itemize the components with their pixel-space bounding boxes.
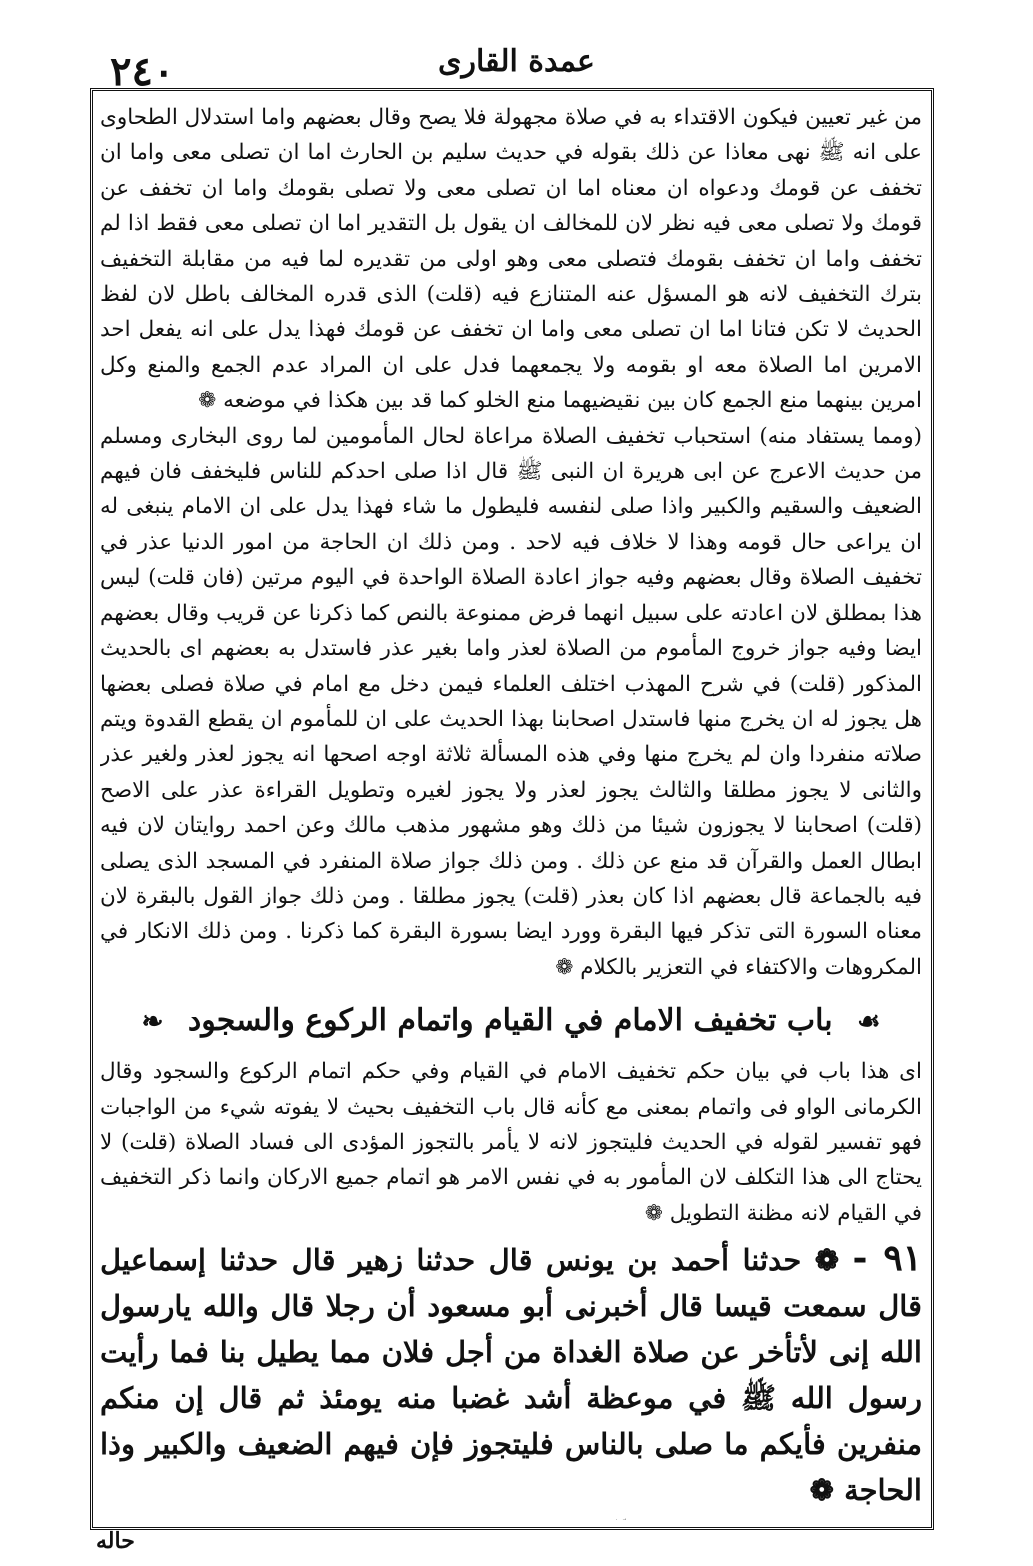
paragraph-3: اى هذا باب في بيان حكم تخفيف الامام في القيام وفي حكم اتمام الركوع والسجود وقال الكرمانى الواو فى واتمام بمعنى مع كأنه قال باب التخفيف بحيث لا يفوته شيء من الواجبات فهو تفسير لقوله في الحديث فليتجوز لانه لا يأمر بالتجوز المؤدى الى فساد الصلاة (قلت) لا يحتاج الى هذا التكلف لان المأمور به في نفس الامر هو اتمام جميع الاركان وانما ذكر التخفيف في القيام لانه مظنة التطويل ❁ — [100, 1059, 922, 1226]
ornament-right-icon: ☙ — [857, 1007, 881, 1038]
main-text — [100, 100, 922, 1520]
chapter-title: باب تخفيف الامام في القيام واتمام الركوع والسجود — [187, 1003, 833, 1039]
page-header — [0, 40, 1033, 95]
page-number: ٢٤٠ — [110, 48, 175, 95]
running-title: عمدة القارى — [438, 44, 595, 79]
catchword: حاله — [96, 1528, 135, 1554]
paragraph-4 — [100, 1517, 922, 1520]
hadith-body: ❁ حدثنا أحمد بن يونس قال حدثنا زهير قال حدثنا إسماعيل قال سمعت قيسا قال أخبرنى أبو مسعود أن رجلا قال والله يارسول الله إنى لأتأخر عن صلاة الغداة من أجل فلان مما يطيل بنا فما رأيت رسول الله ﷺ في موعظة أشد غضبا منه يومئذ ثم قال إن منكم منفرين فأيكم ما صلى بالناس فليتجوز فإن فيهم الضعيف والكبير وذا الحاجة ❁ — [100, 1243, 922, 1508]
paragraph-2: (ومما يستفاد منه) استحباب تخفيف الصلاة مراعاة لحال المأمومين لما روى البخارى ومسلم من حديث الاعرج عن ابى هريرة ان النبى ﷺ قال اذا صلى احدكم للناس فليخفف فان فيهم الضعيف والسقيم والكبير واذا صلى لنفسه فليطول ما شاء فهذا يدل على ان الامام ينبغى له ان يراعى حال قومه وهذا لا خلاف فيه لاحد . ومن ذلك ان الحاجة من امور الدنيا عذر في تخفيف الصلاة وقال بعضهم وفيه جواز اعادة الصلاة الواحدة في اليوم مرتين (فان قلت) ليس هذا بمطلق لان اعادته على سبيل انهما فرض ممنوعة بالنص كما ذكرنا عن قريب وقال بعضهم ايضا وفيه جواز خروج المأموم من الصلاة لعذر واما بغير عذر فاستدل به بعضهم اى بالحديث المذكور (قلت) في شرح المهذب اختلف العلماء فيمن دخل مع امام في صلاة فصلى بعضها هل يجوز له ان يخرج منها فاستدل اصحابنا بهذا الحديث على ان للمأموم ان يقطع القدوة ويتم صلاته منفردا وان لم يخرج منها وفي هذه المسألة ثلاثة اوجه اصحها انه يجوز لعذر ولغير عذر والثانى لا يجوز مطلقا والثالث يجوز لعذر ولا يجوز لغيره وتطويل القراءة عذر على الاصح (قلت) اصحابنا لا يجوزون شيئا من ذلك وهو مشهور مذهب مالك وعن احمد روايتان لان فيه ابطال العمل والقرآن قد منع عن ذلك . ومن ذلك جواز صلاة المنفرد في المسجد الذى يصلى فيه بالجماعة قال بعضهم اذا كان بعذر (قلت) يجوز مطلقا . ومن ذلك جواز القول بالبقرة لان معناه السورة التى تذكر فيها البقرة وورد ايضا بسورة البقرة كما ذكرنا . ومن ذلك الانكار في المكروهات والاكتفاء في التعزير بالكلام ❁ — [100, 423, 922, 980]
paragraph-1: من غير تعيين فيكون الاقتداء به في صلاة مجهولة فلا يصح وقال بعضهم واما استدلال الطحاوى على انه ﷺ نهى معاذا عن ذلك بقوله في حديث سليم بن الحارث اما ان تصلى معى واما ان تخفف عن قومك ودعواه ان معناه اما ان تصلى معى ولا تصلى بقومك واما ان تخفف عن قومك ولا تصلى معى فيه نظر لان للمخالف ان يقول بل التقدير اما ان تصلى معى فقط اذا لم تخفف واما ان تخفف بقومك فتصلى معى وهو اولى من تقديره لما فيه من مقابلة التخفيف بترك التخفيف لانه هو المسؤل عنه المتنازع فيه (قلت) الذى قدره المخالف باطل لان لفظ الحديث لا تكن فتانا اما ان تصلى معى واما ان تخفف عن قومك فهذا يدل على انه يفعل احد الامرين اما الصلاة معه او بقومه ولا يجمعهما فدل على ان المراد عدم الجمع والمنع وكل امرين بينهما منع الجمع كان بين نقيضيهما منع الخلو كما قد بين هكذا في موضعه ❁ — [100, 105, 922, 414]
hadith-number: ٩١ - — [852, 1237, 922, 1280]
ornament-left-icon: ❧ — [141, 1007, 164, 1038]
hadith-text — [100, 1235, 922, 1513]
chapter-heading — [100, 997, 922, 1046]
